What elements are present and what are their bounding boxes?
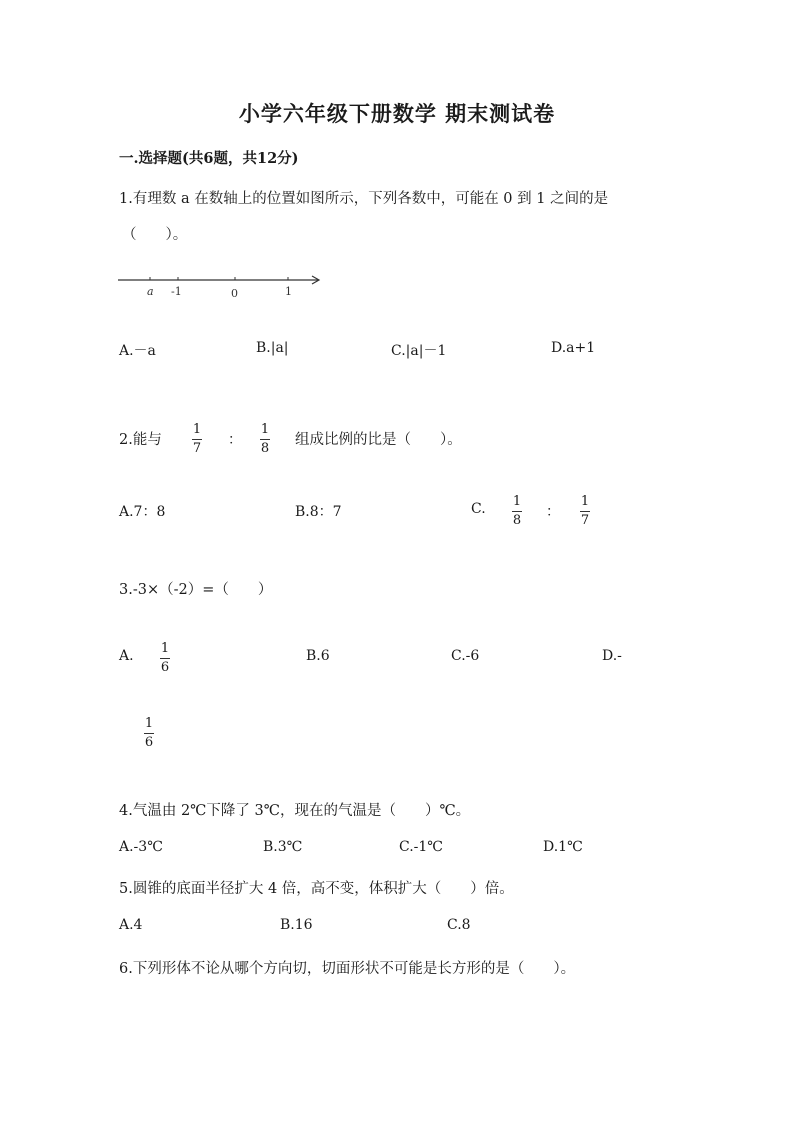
fraction-numerator: 1 bbox=[144, 716, 154, 731]
fraction-bar bbox=[512, 511, 522, 512]
fraction-denominator: 7 bbox=[580, 513, 590, 528]
q2-option-c-fraction-1-7 bbox=[580, 494, 590, 529]
fraction-numerator: 1 bbox=[160, 641, 170, 656]
label-zero: 0 bbox=[231, 287, 238, 300]
fraction-bar bbox=[260, 439, 270, 440]
question-2-suffix: 组成比例的比是（ ）。 bbox=[295, 432, 462, 448]
q2-fraction-1-8 bbox=[260, 422, 270, 457]
fraction-numerator: 1 bbox=[192, 422, 202, 437]
fraction-bar bbox=[192, 439, 202, 440]
question-6-text: 6.下列形体不论从哪个方向切，切面形状不可能是长方形的是（ ）。 bbox=[119, 961, 576, 977]
q2-option-a: A.7：8 bbox=[119, 504, 166, 520]
fraction-denominator: 6 bbox=[144, 735, 154, 750]
q4-option-d: D.1℃ bbox=[543, 839, 583, 855]
fraction-numerator: 1 bbox=[260, 422, 270, 437]
q3-option-b: B.6 bbox=[306, 648, 330, 664]
q5-option-a: A.4 bbox=[119, 917, 143, 933]
number-line-svg bbox=[118, 268, 328, 304]
q3-option-d-fraction-1-6 bbox=[144, 716, 154, 751]
section-heading: 一.选择题(共6题，共12分) bbox=[119, 150, 299, 167]
q5-option-c: C.8 bbox=[447, 917, 471, 933]
question-4-text: 4.气温由 2℃下降了 3℃，现在的气温是（ ）℃。 bbox=[119, 803, 471, 819]
question-5-text: 5.圆锥的底面半径扩大 4 倍，高不变，体积扩大（ ）倍。 bbox=[119, 881, 514, 897]
q4-option-b: B.3℃ bbox=[263, 839, 303, 855]
number-line-figure bbox=[118, 268, 328, 308]
fraction-bar bbox=[144, 733, 154, 734]
q1-option-a: A.－a bbox=[119, 343, 156, 359]
q2-option-c-colon: ： bbox=[546, 504, 560, 520]
fraction-bar bbox=[580, 511, 590, 512]
q2-fraction-1-7 bbox=[192, 422, 202, 457]
q2-option-c: C. bbox=[471, 501, 486, 517]
label-a: a bbox=[147, 285, 154, 298]
q3-option-c: C.-6 bbox=[451, 648, 480, 664]
question-2-prefix: 2.能与 bbox=[119, 432, 162, 448]
q5-option-b: B.16 bbox=[280, 917, 313, 933]
q2-option-c-fraction-1-8 bbox=[512, 494, 522, 529]
q2-colon: ： bbox=[228, 432, 242, 448]
q4-option-c: C.-1℃ bbox=[399, 839, 443, 855]
fraction-numerator: 1 bbox=[512, 494, 522, 509]
fraction-denominator: 8 bbox=[512, 513, 522, 528]
q4-option-a: A.-3℃ bbox=[119, 839, 163, 855]
fraction-numerator: 1 bbox=[580, 494, 590, 509]
fraction-denominator: 7 bbox=[192, 441, 202, 456]
q1-option-b: B.|a| bbox=[256, 340, 289, 356]
question-1-blank: （ ）。 bbox=[122, 227, 188, 243]
label-one: 1 bbox=[285, 285, 292, 298]
fraction-denominator: 8 bbox=[260, 441, 270, 456]
fraction-bar bbox=[160, 658, 170, 659]
q1-option-c: C.|a|－1 bbox=[391, 343, 447, 359]
question-1-text: 1.有理数 a 在数轴上的位置如图所示，下列各数中，可能在 0 到 1 之间的是 bbox=[119, 191, 609, 207]
question-3-text: 3.-3×（-2）=（ ） bbox=[119, 582, 273, 598]
label-minus1: -1 bbox=[171, 285, 182, 298]
q3-option-a-fraction-1-6 bbox=[160, 641, 170, 676]
page-title: 小学六年级下册数学 期末测试卷 bbox=[238, 101, 556, 126]
q3-option-d: D.- bbox=[602, 648, 622, 664]
q3-option-a: A. bbox=[119, 648, 134, 664]
q1-option-d: D.a+1 bbox=[551, 340, 596, 356]
q2-option-b: B.8：7 bbox=[295, 504, 342, 520]
fraction-denominator: 6 bbox=[160, 660, 170, 675]
